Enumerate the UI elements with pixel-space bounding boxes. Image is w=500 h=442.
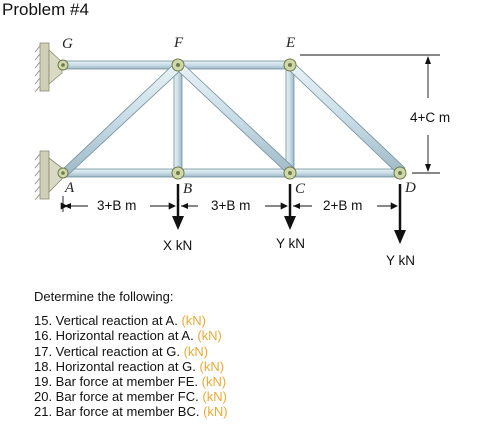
- question-text: 16. Horizontal reaction at A.: [34, 328, 194, 344]
- question-text: 19. Bar force at member FE.: [34, 374, 199, 390]
- member-ed: [287, 62, 405, 175]
- dimension-height: 4+C m: [410, 110, 451, 125]
- question-item: [34, 328, 228, 343]
- dimension-ab: 3+B m: [97, 198, 137, 213]
- wall-support-g: [35, 43, 62, 92]
- question-unit: (kN): [203, 404, 228, 420]
- problem-title: Problem #4: [2, 0, 89, 19]
- question-item: [34, 344, 228, 359]
- label-node-f: F: [174, 35, 184, 51]
- question-unit: (kN): [201, 374, 227, 390]
- dimension-cd: 2+B m: [323, 198, 363, 213]
- question-unit: (kN): [183, 343, 209, 359]
- load-label-b: X kN: [163, 238, 193, 253]
- question-item: [34, 359, 228, 374]
- question-text: 15. Vertical reaction at A.: [34, 313, 178, 329]
- wall-support-a: [35, 151, 62, 200]
- question-text: 21. Bar force at member BC.: [34, 404, 200, 420]
- question-text: 20. Bar force at member FC.: [34, 389, 199, 405]
- truss-members: [60, 61, 405, 177]
- question-unit: (kN): [181, 313, 206, 329]
- question-item: [34, 389, 228, 404]
- label-node-c: C: [295, 181, 306, 197]
- question-unit: (kN): [197, 328, 222, 344]
- question-text: 17. Vertical reaction at G.: [34, 343, 180, 359]
- question-item: [34, 404, 228, 419]
- questions-block: [34, 289, 228, 420]
- member-fc: [175, 62, 295, 175]
- question-unit: (kN): [202, 389, 227, 405]
- load-label-d: Y kN: [386, 253, 416, 268]
- member-ad: [60, 169, 402, 177]
- question-text: 18. Horizontal reaction at G.: [34, 358, 196, 374]
- label-node-b: B: [183, 181, 193, 197]
- load-label-c: Y kN: [276, 236, 306, 251]
- label-node-d: D: [405, 180, 416, 196]
- label-node-g: G: [62, 36, 73, 52]
- label-node-a: A: [65, 180, 75, 196]
- dimension-bc: 3+B m: [211, 198, 251, 213]
- label-node-e: E: [286, 35, 296, 51]
- questions-list: [34, 313, 228, 419]
- member-af: [62, 62, 183, 175]
- questions-intro: Determine the following:: [34, 289, 174, 304]
- question-item: [34, 313, 228, 328]
- member-ec: [286, 63, 294, 175]
- member-fb: [174, 63, 182, 175]
- question-unit: (kN): [199, 358, 225, 374]
- question-item: [34, 374, 228, 389]
